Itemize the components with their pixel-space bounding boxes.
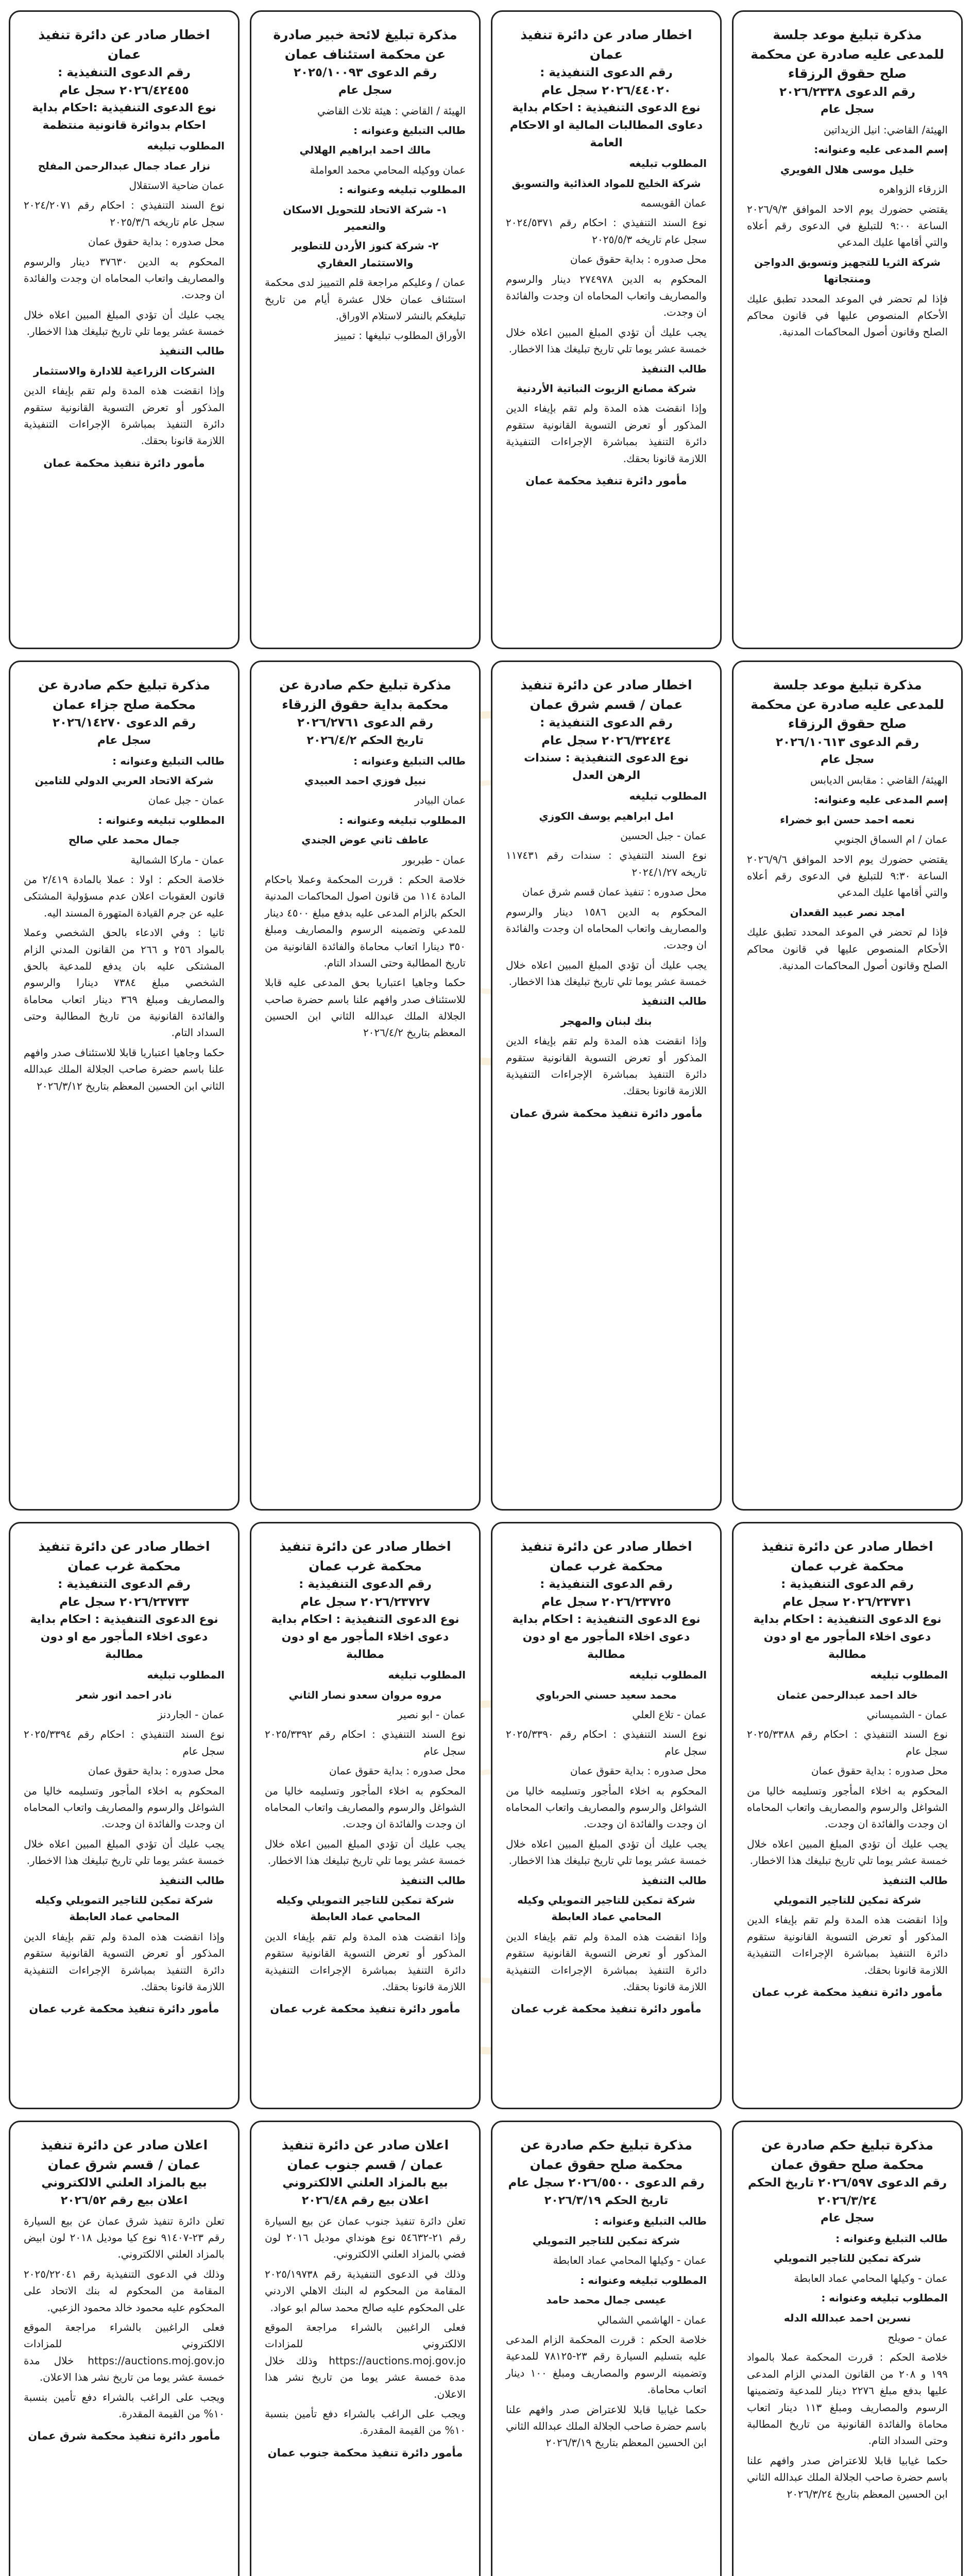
notice-heading: مذكرة تبليغ حكم صادرة عن محكمة بداية حقوق الزرقاء — [279, 677, 451, 712]
notice-case-type: سجل عام — [338, 83, 393, 97]
notice-paragraph: المحكوم به الدين ١٥٨٦ دينار والرسوم والمصاريف واتعاب المحاماه ان وجدت والفائدة ان وجدت. — [506, 905, 707, 952]
notice-paragraph: طالب التنفيذ — [641, 995, 707, 1008]
notice-paragraph: وإذا انقضت هذه المدة ولم تقم بإيفاء الدين المذكور أو تعرض التسوية القانونية ستقوم دائرة التنفيذ بمباشرة الإجراءات التنفيذية اللازمة قانونا بحقك. — [506, 1930, 707, 1993]
notice-case-number: رقم الدعوى ٢٠٢٦/٥٥٠٠ سجل عام — [508, 2176, 705, 2190]
notice-paragraph: يقتضي حضورك يوم الاحد الموافق ٢٠٢٦/٩/٦ الساعة ٩:٣٠ للتبليغ في الدعوى رقم أعلاه والتي أقامها عليك المدعي — [747, 853, 948, 899]
notice-paragraph: المحكوم به اخلاء المأجور وتسليمه خاليا من الشواغل والرسوم والمصاريف واتعاب المحاماه ان وجدت والفائدة ان وجدت. — [265, 1784, 466, 1831]
notice-paragraph: نوع السند التنفيذي : احكام رقم ٢٠٢٤/٢٠٧١ سجل عام تاريخه ٢٠٢٥/٣/٦ — [24, 199, 225, 228]
notice-paragraph: طالب التبليغ وعنوانه : — [835, 2232, 948, 2245]
notice-signature: مأمور دائرة تنفيذ محكمة غرب عمان — [752, 1986, 943, 1998]
notice-paragraph: يجب عليك أن تؤدي المبلغ المبين اعلاه خلال خمسة عشر يوما تلي تاريخ تبليغك هذا الاخطار. — [506, 1837, 707, 1867]
notice-paragraph: عمان - الجاردنز — [157, 1708, 225, 1721]
legal-notice — [250, 2121, 481, 2576]
notice-paragraph: نعمه احمد حسن ابو خضراء — [780, 813, 915, 826]
notice-case-type: نوع الدعوى التنفيذية : احكام بداية دعوى اخلاء المأجور مع او دون مطالبة — [753, 1613, 942, 1662]
notice-paragraph: عيسى جمال محمد حامد — [546, 2294, 667, 2307]
notice-paragraph: خليل موسى هلال الفويري — [780, 163, 915, 176]
notice-paragraph: طالب التبليغ وعنوانه : — [594, 2214, 707, 2227]
notice-paragraph: حكما وجاهيا اعتباريا قابلا للاستئناف صدر وافهم علنا باسم حضرة صاحب الجلالة الملك عبدالله الثاني ابن الحسين المعظم بتاريخ ٢٠٢٦/٣/١٢ — [24, 1046, 225, 1092]
notice-paragraph: حكما غيابيا قابلا للاعتراض صدر وافهم علنا باسم حضرة صاحب الجلالة الملك عبدالله الثاني ابن الحسين المعظم بتاريخ ٢٠٢٦/٣/٢٤ — [747, 2454, 948, 2500]
notice-paragraph: امجد نصر عبيد القعدان — [790, 906, 905, 919]
notice-paragraph: عاطف ثاني عوض الجندي — [301, 834, 429, 846]
notice-paragraph: ثانيا : وفي الادعاء بالحق الشخصي وعملا بالمواد ٢٥٦ و ٢٦٦ من القانون المدني الزام المشتكى عليه بان يدفع للمدعية بالحق الشخصي مبلغ ٧٣٨٤ دينارا والرسوم والمصاريف ومبلغ ٣٦٩ دينار اتعاب محاماة والفائدة القانونية من تاريخ المطالبة وحتى السداد التام. — [24, 926, 225, 1039]
notice-paragraph: وإذا انقضت هذه المدة ولم تقم بإيفاء الدين المذكور أو تعرض التسوية القانونية ستقوم دائرة التنفيذ بمباشرة الإجراءات التنفيذية اللازمة قانونا بحقك. — [24, 1930, 225, 1993]
legal-notice — [732, 1522, 963, 2109]
notice-case-number: رقم الدعوى التنفيذية : ٢٠٢٦/٤٤٠٢٠ سجل عام — [540, 66, 673, 97]
notice-paragraph: المحكوم به اخلاء المأجور وتسليمه خاليا من الشواغل والرسوم والمصاريف واتعاب المحاماه ان وجدت والفائدة ان وجدت. — [506, 1784, 707, 1831]
legal-notice — [250, 660, 481, 1511]
notice-paragraph: تعلن دائرة تنفيذ جنوب عمان عن بيع السيارة رقم ٢١-٥٤٦٣٢ نوع هونداي موديل ٢٠١٦ لون فضي بالمزاد العلني الالكتروني. — [265, 2214, 466, 2261]
notice-paragraph: عمان - ابو نصير — [397, 1708, 466, 1721]
notice-paragraph: عمان - جبل عمان — [148, 794, 225, 807]
notice-paragraph: يجب عليك أن تؤدي المبلغ المبين اعلاه خلال خمسة عشر يوما تلي تاريخ تبليغك هذا الاخطار. — [506, 958, 707, 988]
notice-paragraph: المطلوب تبليغه — [388, 1669, 466, 1682]
legal-notice — [250, 1522, 481, 2109]
notice-paragraph: خلاصة الحكم : قررت المحكمة وعملا باحكام المادة ١١٤ من قانون اصول المحاكمات المدنية الحكم بالزام المدعى عليه بدفع مبلغ ٤٥٠٠ دينار للمدعي وتضمينه الرسوم والمصاريف ومبلغ ٣٥٠ دينارا اتعاب محاماة والفائدة القانونية من تاريخ المطالبة وحتى السداد التام. — [265, 873, 466, 969]
legal-notice — [732, 2121, 963, 2576]
notice-paragraph: طالب التنفيذ — [641, 1874, 707, 1887]
notice-body — [265, 103, 466, 344]
notice-paragraph: نوع السند التنفيذي : احكام رقم ٢٠٢٥/٣٣٩٤ سجل عام — [24, 1728, 225, 1757]
notice-signature: مأمور دائرة تنفيذ محكمة شرق عمان — [28, 2430, 220, 2443]
notice-case-number: رقم الدعوى ٢٠٢٦/٢٣٣٨ — [779, 85, 916, 99]
notice-paragraph: يجب عليك أن تؤدي المبلغ المبين اعلاه خلال خمسة عشر يوما تلي تاريخ تبليغك هذا الاخطار. — [24, 1837, 225, 1867]
notice-paragraph: عمان - طبربور — [402, 853, 466, 866]
notice-body — [747, 122, 948, 341]
notice-case-number: رقم الدعوى ٢٠٢٦/٢٧٦١ — [297, 716, 434, 730]
notice-paragraph: وذلك في الدعوى التنفيذية رقم ٢٠٢٥/١٩٧٣٨ المقامة من المحكوم له البنك الاهلي الاردني على المحكوم عليه صالح محمد سالم ابو عواد. — [265, 2267, 466, 2314]
notice-signature: مأمور دائرة تنفيذ محكمة غرب عمان — [511, 2003, 702, 2015]
notice-case-type: تاريخ الحكم ٢٠٢٦/٣/١٩ — [544, 2194, 669, 2207]
notice-paragraph: بنك لبنان والمهجر — [560, 1014, 652, 1027]
notice-paragraph: طالب التنفيذ — [641, 362, 707, 375]
notice-paragraph: شركة تمكين للتاجير التمويلي وكيله المحامي عماد العابطة — [35, 1893, 213, 1923]
notice-case-number: بيع بالمزاد العلني الالكتروني — [41, 2176, 207, 2190]
legal-notice — [732, 10, 963, 649]
notice-case-type: تاريخ الحكم ٢٠٢٦/٤/٢ — [306, 734, 424, 747]
notice-paragraph: خلاصة الحكم : قررت المحكمة الزام المدعى عليه بتسليم السيارة رقم ٢٣-٧٨١٢٥ للمدعية وتضمينه الرسوم والمصاريف ومبلغ ١٠٠ دينار اتعاب محاماة. — [506, 2333, 707, 2396]
notice-paragraph: الشركات الزراعية للادارة والاستثمار — [33, 364, 215, 377]
notice-paragraph: عمان - وكيلها المحامي عماد العابطة — [553, 2254, 707, 2267]
notice-heading: اخطار صادر عن دائرة تنفيذ محكمة غرب عمان — [761, 1539, 933, 1573]
notice-body — [506, 1667, 707, 1995]
notice-paragraph: المطلوب تبليغه — [870, 1669, 948, 1682]
notice-body — [265, 753, 466, 1041]
notice-paragraph: عمان - الشميساني — [866, 1708, 948, 1721]
notice-paragraph: طالب التنفيذ — [159, 1874, 225, 1887]
notice-body — [265, 1667, 466, 1995]
notice-heading: اخطار صادر عن دائرة تنفيذ محكمة غرب عمان — [38, 1539, 210, 1573]
notice-case-number: بيع بالمزاد العلني الالكتروني — [282, 2176, 448, 2190]
notice-paragraph: المطلوب تبليغه وعنوانه : — [339, 814, 466, 826]
notice-paragraph: عمان - ماركا الشمالية — [130, 853, 225, 866]
notice-paragraph: وإذا انقضت هذه المدة ولم تقم بإيفاء الدين المذكور أو تعرض التسوية القانونية ستقوم دائرة التنفيذ بمباشرة الإجراءات التنفيذية اللازمة قانونا بحقك. — [265, 1930, 466, 1993]
notice-paragraph: المطلوب تبليغه — [147, 140, 225, 152]
notice-paragraph: محل صدوره : بداية حقوق عمان — [570, 253, 707, 266]
notice-paragraph: شركة الثريا للتجهيز وتسويق الدواجن ومنتجاتها — [754, 256, 941, 285]
notice-case-number: رقم الدعوى ٢٠٢٦/٥٩٧ تاريخ الحكم ٢٠٢٦/٣/٢٤ — [747, 2176, 947, 2208]
notice-paragraph: نادر احمد انور شعر — [76, 1688, 172, 1701]
notice-paragraph: فإذا لم تحضر في الموعد المحدد تطبق عليك الأحكام المنصوص عليها في قانون محاكم الصلح وقانون أصول المحاكمات المدنية. — [747, 292, 948, 338]
notice-paragraph: نوع السند التنفيذي : احكام رقم ٢٠٢٥/٣٣٩٠ سجل عام — [506, 1728, 707, 1757]
notice-signature: مأمور دائرة تنفيذ محكمة عمان — [43, 456, 205, 469]
notice-paragraph: المطلوب تبليغه وعنوانه : — [98, 814, 225, 826]
notice-case-number: رقم الدعوى ٢٠٢٦/١٠٦١٣ — [775, 735, 919, 749]
notice-paragraph: يجب عليك أن تؤدي المبلغ المبين اعلاه خلال خمسة عشر يوما تلي تاريخ تبليغك هذا الاخطار. — [24, 308, 225, 338]
notice-heading: اعلان صادر عن دائرة تنفيذ عمان / قسم جنوب عمان — [281, 2138, 449, 2172]
legal-notice — [9, 10, 240, 649]
notice-paragraph: يقتضي حضورك يوم الاحد الموافق ٢٠٢٦/٩/٣ الساعة ٩:٠٠ للتبليغ في الدعوى رقم أعلاه والتي أقامها عليك المدعي — [747, 202, 948, 249]
notice-heading: اخطار صادر عن دائرة تنفيذ عمان / قسم شرق عمان — [520, 677, 692, 712]
notice-paragraph: خلاصة الحكم : قررت المحكمة عملا بالمواد ١٩٩ و ٢٠٨ من القانون المدني الزام المدعى عليها بدفع مبلغ ٢٢٧٦ دينار للمدعية وتضمينها الرسوم والمصاريف ومبلغ ١١٣ دينار اتعاب محاماة والفائدة القانونية من تاريخ المطالبة وحتى السداد التام. — [747, 2351, 948, 2447]
notice-case-number: رقم الدعوى التنفيذية : ٢٠٢٦/٤٢٤٥٥ سجل عام — [58, 66, 191, 97]
notice-paragraph: المطلوب تبليغه وعنوانه : — [821, 2292, 948, 2304]
notice-heading: مذكرة تبليغ حكم صادرة عن محكمة صلح حقوق عمان — [761, 2138, 933, 2172]
notice-paragraph: طالب التنفيذ — [159, 345, 225, 358]
notice-paragraph: مروه مروان سعدو نصار الثاني — [288, 1688, 442, 1701]
notice-paragraph: عمان - صويلح — [888, 2331, 948, 2344]
notice-paragraph: خالد احمد عبدالرحمن عثمان — [777, 1688, 918, 1701]
notice-paragraph: ٢- شركة كنوز الأردن للتطوير والاستثمار العقاري — [292, 240, 439, 269]
notice-paragraph: فإذا لم تحضر في الموعد المحدد تطبق عليك الأحكام المنصوص عليها في قانون محاكم الصلح وقانون أصول المحاكمات المدنية. — [747, 926, 948, 972]
notice-case-type: سجل عام — [820, 103, 875, 116]
notice-body — [24, 138, 225, 449]
notice-paragraph: نبيل فوزي احمد العبيدي — [304, 774, 427, 787]
notice-case-type: نوع الدعوى التنفيذية :احكام بداية احكام بدوائرة قانونية منتظمة — [32, 101, 216, 132]
notice-heading: اعلان صادر عن دائرة تنفيذ عمان / قسم شرق عمان — [40, 2138, 208, 2172]
notice-body — [506, 155, 707, 467]
notice-paragraph: المطلوب تبليغه وعنوانه : — [339, 183, 466, 196]
legal-notice — [250, 10, 481, 649]
legal-notice — [491, 660, 722, 1511]
notice-paragraph: وذلك في الدعوى التنفيذية رقم ٢٠٢٥/٢٢٠٤١ المقامة من المحكوم له بنك الاتحاد على المحكوم عليه محمود خالد محمود الزعبي. — [24, 2267, 225, 2314]
notice-paragraph: حكما وجاهيا اعتباريا بحق المدعى عليه قابلا للاستئناف صدر وافهم علنا باسم حضرة صاحب الجلالة الملك عبدالله الثاني ابن الحسين المعظم بتاريخ ٢٠٢٦/٤/٢ — [265, 976, 466, 1039]
notice-case-type: سجل عام — [820, 2212, 875, 2225]
notice-paragraph: وإذا انقضت هذه المدة ولم تقم بإيفاء الدين المذكور أو تعرض التسوية القانونية ستقوم دائرة التنفيذ بمباشرة الإجراءات التنفيذية اللازمة قانونا بحقك. — [506, 402, 707, 465]
notice-paragraph: المطلوب تبليغه — [629, 1669, 707, 1682]
notice-paragraph: المطلوب تبليغه — [629, 157, 707, 170]
notice-signature: مأمور دائرة تنفيذ محكمة غرب عمان — [29, 2003, 219, 2015]
notice-paragraph: المحكوم به الدين ٢٧٤٩٧٨ دينار والرسوم والمصاريف واتعاب المحاماه ان وجدت والفائدة ان وجدت. — [506, 273, 707, 319]
notice-paragraph: عمان / وعليكم مراجعة قلم التمييز لدى محكمة استئناف عمان خلال عشرة أيام من تاريخ تبليغكم بالنشر لاستلام الاوراق. — [265, 276, 466, 322]
notice-paragraph: طالب التبليغ وعنوانه : — [353, 754, 466, 767]
notice-signature: مأمور دائرة تنفيذ محكمة عمان — [525, 474, 687, 487]
notice-paragraph: يجب عليك أن تؤدي المبلغ المبين اعلاه خلال خمسة عشر يوما تلي تاريخ تبليغك هذا الاخطار. — [747, 1837, 948, 1867]
notice-paragraph: فعلى الراغبين بالشراء مراجعة الموقع الالكتروني للمزادات https://auctions.moj.gov.jo خلال مدة خمسة عشر يوما من تاريخ نشر هذا الاعلان. — [24, 2320, 225, 2384]
notice-case-type: نوع الدعوى التنفيذية : سندات الرهن العدل — [524, 752, 689, 783]
notice-body — [747, 1667, 948, 1978]
notice-paragraph: فعلى الراغبين بالشراء مراجعة الموقع الالكتروني للمزادات https://auctions.moj.gov.jo وذلك خلال مدة خمسة عشر يوما من تاريخ نشر هذا الاعلان. — [265, 2320, 466, 2400]
notice-paragraph: طالب التنفيذ — [882, 1874, 948, 1887]
notice-paragraph: شركة مصانع الزيوت النباتية الأردنية — [516, 382, 696, 395]
notice-paragraph: محل صدوره : بداية حقوق عمان — [570, 1765, 707, 1777]
notice-paragraph: الأوراق المطلوب تبليغها : تمييز — [334, 329, 466, 342]
notice-body — [747, 772, 948, 974]
notice-paragraph: ويجب على الراغب بالشراء دفع تأمين بنسبة ١٠% من القيمة المقدرة. — [24, 2391, 225, 2420]
notice-paragraph: عمان - جبل الحسين — [620, 829, 707, 842]
notice-paragraph: محل صدوره : بداية حقوق عمان — [88, 1765, 225, 1777]
notice-paragraph: المحكوم به اخلاء المأجور وتسليمه خاليا من الشواغل والرسوم والمصاريف واتعاب المحاماه ان وجدت والفائدة ان وجدت. — [24, 1784, 225, 1831]
notice-heading: مذكرة تبليغ حكم صادرة عن محكمة صلح جزاء عمان — [38, 677, 210, 712]
notice-heading: اخطار صادر عن دائرة تنفيذ محكمة غرب عمان — [279, 1539, 451, 1573]
notice-heading: مذكرة تبليغ حكم صادرة عن محكمة صلح حقوق عمان — [520, 2138, 692, 2172]
notice-heading: اخطار صادر عن دائرة تنفيذ محكمة غرب عمان — [520, 1539, 692, 1573]
notice-paragraph: الهيئة/ القاضي : مقابس الديابس — [810, 774, 948, 787]
notice-paragraph: حكما غيابيا قابلا للاعتراض صدر وافهم علنا باسم حضرة صاحب الجلالة الملك عبدالله الثاني ابن الحسين المعظم بتاريخ ٢٠٢٦/٣/١٩ — [506, 2403, 707, 2449]
legal-notice — [491, 1522, 722, 2109]
notice-paragraph: إسم المدعى عليه وعنوانه: — [814, 793, 948, 806]
notice-paragraph: ١- شركة الاتحاد للتحويل الاسكان والتعمير — [283, 203, 448, 232]
notice-paragraph: محل صدوره : بداية حقوق عمان — [88, 235, 225, 248]
notice-case-number: رقم الدعوى التنفيذية : ٢٠٢٦/٣٢٤٢٤ سجل عام — [540, 716, 673, 748]
notice-paragraph: محل صدوره : بداية حقوق عمان — [329, 1765, 466, 1777]
notice-paragraph: نزار عماد جمال عبدالرحمن المفلح — [38, 159, 211, 172]
notice-case-type: سجل عام — [97, 734, 151, 747]
notice-paragraph: إسم المدعى عليه وعنوانه: — [814, 143, 948, 156]
legal-notice — [9, 660, 240, 1511]
notice-paragraph: عمان البيادر — [414, 794, 466, 807]
notice-paragraph: شركة تمكين للتاجير التمويلي وكيله المحامي عماد العابطة — [276, 1893, 454, 1923]
notice-paragraph: عمان - تلاع العلي — [632, 1708, 707, 1721]
notice-paragraph: شركة الاتحاد العربي الدولي للتامين — [35, 774, 214, 787]
notice-paragraph: خلاصة الحكم : اولا : عملا بالمادة ٢/٤١٩ من قانون العقوبات اعلان عدم مسؤولية المشتكى عليه عن جرم القيادة المتهورة المسند اليه. — [24, 873, 225, 919]
notice-paragraph: المحكوم به الدين ٣٧٦٣٠ دينار والرسوم والمصاريف واتعاب المحاماه ان وجدت والفائدة ان وجدت. — [24, 255, 225, 301]
notice-body — [265, 2213, 466, 2439]
notice-case-type: نوع الدعوى التنفيذية : احكام بداية دعوى اخلاء المأجور مع او دون مطالبة — [512, 1613, 701, 1662]
notice-paragraph: عمان - وكيلها المحامي عماد العابطة — [794, 2272, 948, 2284]
notice-body — [24, 2213, 225, 2422]
legal-notice — [491, 10, 722, 649]
notice-body — [506, 788, 707, 1099]
notice-paragraph: طالب التنفيذ — [400, 1874, 466, 1887]
notice-paragraph: وإذا انقضت هذه المدة ولم تقم بإيفاء الدين المذكور أو تعرض التسوية القانونية ستقوم دائرة التنفيذ بمباشرة الإجراءات التنفيذية اللازمة قانونا بحقك. — [747, 1913, 948, 1976]
notice-paragraph: نوع السند التنفيذي : سندات رقم ١١٧٤٣١ تاريخه ٢٠٢٤/١/٢٧ — [506, 849, 707, 878]
notice-paragraph: نسرين احمد عبدالله الدله — [783, 2311, 911, 2324]
notice-paragraph: امل ابراهيم يوسف الكوزي — [539, 809, 674, 822]
notice-paragraph: المطلوب تبليغه — [629, 790, 707, 803]
notice-paragraph: تعلن دائرة تنفيذ شرق عمان عن بيع السيارة رقم ٢٣-٩١٤٠٧ نوع كيا موديل ٢٠١٨ لون ابيض بالمزاد العلني الالكتروني. — [24, 2214, 225, 2261]
notice-paragraph: شركة تمكين للتاجير التمويلي — [773, 1893, 922, 1906]
notice-paragraph: المحكوم به اخلاء المأجور وتسليمه خاليا من الشواغل والرسوم والمصاريف واتعاب المحاماه ان وجدت والفائدة ان وجدت. — [747, 1784, 948, 1831]
notice-paragraph: شركة تمكين للتاجير التمويلي — [773, 2252, 922, 2265]
notice-case-number: رقم الدعوى التنفيذية : ٢٠٢٦/٢٣٧٣٣ سجل عام — [58, 1578, 191, 1609]
notice-paragraph: عمان ووكيله المحامي محمد العواملة — [310, 163, 466, 176]
notice-paragraph: يجب عليك أن تؤدي المبلغ المبين اعلاه خلال خمسة عشر يوما تلي تاريخ تبليغك هذا الاخطار. — [265, 1837, 466, 1867]
notice-paragraph: يجب عليك أن تؤدي المبلغ المبين اعلاه خلال خمسة عشر يوما تلي تاريخ تبليغك هذا الاخطار. — [506, 326, 707, 355]
notice-paragraph: مالك احمد ابراهيم الهلالي — [299, 144, 431, 157]
notice-case-type: اعلان بيع رقم ٢٠٢٦/٥٢ — [60, 2194, 188, 2207]
notice-body — [506, 2213, 707, 2451]
notice-body — [24, 1667, 225, 1995]
notice-body — [747, 2230, 948, 2502]
notice-paragraph: الزرقاء الزواهره — [879, 183, 948, 196]
notice-case-number: رقم الدعوى ٢٠٢٥/١٠٠٩٣ — [293, 66, 437, 79]
notice-paragraph: عمان القويسمه — [640, 197, 707, 210]
notice-paragraph: محمد سعيد حسني الحرباوي — [536, 1688, 677, 1701]
notice-case-type: نوع الدعوى التنفيذية : احكام بداية دعوى اخلاء المأجور مع او دون مطالبة — [271, 1613, 459, 1662]
notice-paragraph: محل صدوره : بداية حقوق عمان — [811, 1765, 948, 1777]
notice-heading: مذكرة تبليغ موعد جلسة للمدعى عليه صادرة عن محكمة صلح حقوق الرزقاء — [751, 677, 944, 731]
notice-heading: مذكرة تبليغ لائحة خبير صادرة عن محكمة استئناف عمان — [273, 27, 457, 62]
notice-paragraph: محل صدوره : تنفيذ عمان قسم شرق عمان — [522, 886, 707, 899]
legal-notice — [491, 2121, 722, 2576]
notice-case-type: نوع الدعوى التنفيذية : احكام بداية دعاوى المطالبات المالية او الاحكام العامة — [509, 101, 703, 150]
notice-case-type: سجل عام — [820, 753, 875, 766]
notice-paragraph: المطلوب تبليغه — [147, 1669, 225, 1682]
legal-notice — [9, 1522, 240, 2109]
notice-paragraph: نوع السند التنفيذي : احكام رقم ٢٠٢٥/٣٣٩٢ سجل عام — [265, 1728, 466, 1757]
notice-paragraph: الهيئة/ القاضي: انيل الزيداتين — [823, 124, 948, 137]
notice-paragraph: عمان ضاحية الاستقلال — [129, 179, 225, 192]
notice-signature: مأمور دائرة تنفيذ محكمة غرب عمان — [270, 2003, 461, 2015]
notice-paragraph: شركة تمكين للتاجير التمويلي — [532, 2234, 680, 2247]
notice-case-type: نوع الدعوى التنفيذية : احكام بداية دعوى اخلاء المأجور مع او دون مطالبة — [30, 1613, 218, 1662]
notice-case-number: رقم الدعوى التنفيذية : ٢٠٢٦/٢٣٧٢٥ سجل عام — [540, 1578, 673, 1609]
notice-paragraph: نوع السند التنفيذي : احكام رقم ٢٠٢٥/٣٣٨٨ سجل عام — [747, 1728, 948, 1757]
notice-case-number: رقم الدعوى التنفيذية : ٢٠٢٦/٢٣٧٢٧ سجل عام — [299, 1578, 432, 1609]
notice-case-number: رقم الدعوى التنفيذية : ٢٠٢٦/٢٣٧٣١ سجل عام — [781, 1578, 914, 1609]
notice-paragraph: ويجب على الراغب بالشراء دفع تأمين بنسبة ١٠% من القيمة المقدرة. — [265, 2407, 466, 2437]
notice-case-type: اعلان بيع رقم ٢٠٢٦/٤٨ — [301, 2194, 429, 2207]
notice-paragraph: المطلوب تبليغه وعنوانه : — [580, 2274, 707, 2286]
notice-case-number: رقم الدعوى ٢٠٢٦/١٤٢٧٠ — [52, 716, 196, 730]
notice-heading: اخطار صادر عن دائرة تنفيذ عمان — [38, 27, 210, 62]
notice-paragraph: شركة تمكين للتاجير التمويلي وكيله المحامي عماد العابطة — [517, 1893, 695, 1923]
notice-paragraph: جمال محمد علي صالح — [68, 834, 180, 846]
notice-paragraph: طالب التبليغ وعنوانه : — [112, 754, 225, 767]
notice-paragraph: نوع السند التنفيذي : احكام رقم ٢٠٢٤/٥٣٧١ سجل عام تاريخه ٢٠٢٥/٥/٣ — [506, 216, 707, 246]
notice-paragraph: عمان - الهاشمي الشمالي — [597, 2313, 707, 2326]
notice-paragraph: عمان / ام السماق الجنوبي — [834, 833, 948, 846]
notice-paragraph: طالب التبليغ وعنوانه : — [353, 124, 466, 137]
notice-heading: مذكرة تبليغ موعد جلسة للمدعى عليه صادرة عن محكمة صلح حقوق الرزقاء — [751, 27, 944, 81]
notice-paragraph: وإذا انقضت هذه المدة ولم تقم بإيفاء الدين المذكور أو تعرض التسوية القانونية ستقوم دائرة التنفيذ بمباشرة الإجراءات التنفيذية اللازمة قانونا بحقك. — [24, 384, 225, 447]
notice-signature: مأمور دائرة تنفيذ محكمة شرق عمان — [510, 1107, 703, 1120]
notice-paragraph: الهيئة / القاضي : هيئة ثلاث القاضي — [317, 104, 466, 117]
notice-body — [24, 753, 225, 1094]
notice-heading: اخطار صادر عن دائرة تنفيذ عمان — [520, 27, 692, 62]
legal-notices-grid — [9, 10, 963, 2576]
notice-paragraph: وإذا انقضت هذه المدة ولم تقم بإيفاء الدين المذكور أو تعرض التسوية القانونية ستقوم دائرة التنفيذ بمباشرة الإجراءات التنفيذية اللازمة قانونا بحقك. — [506, 1035, 707, 1097]
legal-notice — [732, 660, 963, 1511]
notice-paragraph: شركة الخليج للمواد الغذائية والتسويق — [511, 177, 701, 190]
legal-notice — [9, 2121, 240, 2576]
notice-signature: مأمور دائرة تنفيذ محكمة جنوب عمان — [267, 2446, 463, 2459]
